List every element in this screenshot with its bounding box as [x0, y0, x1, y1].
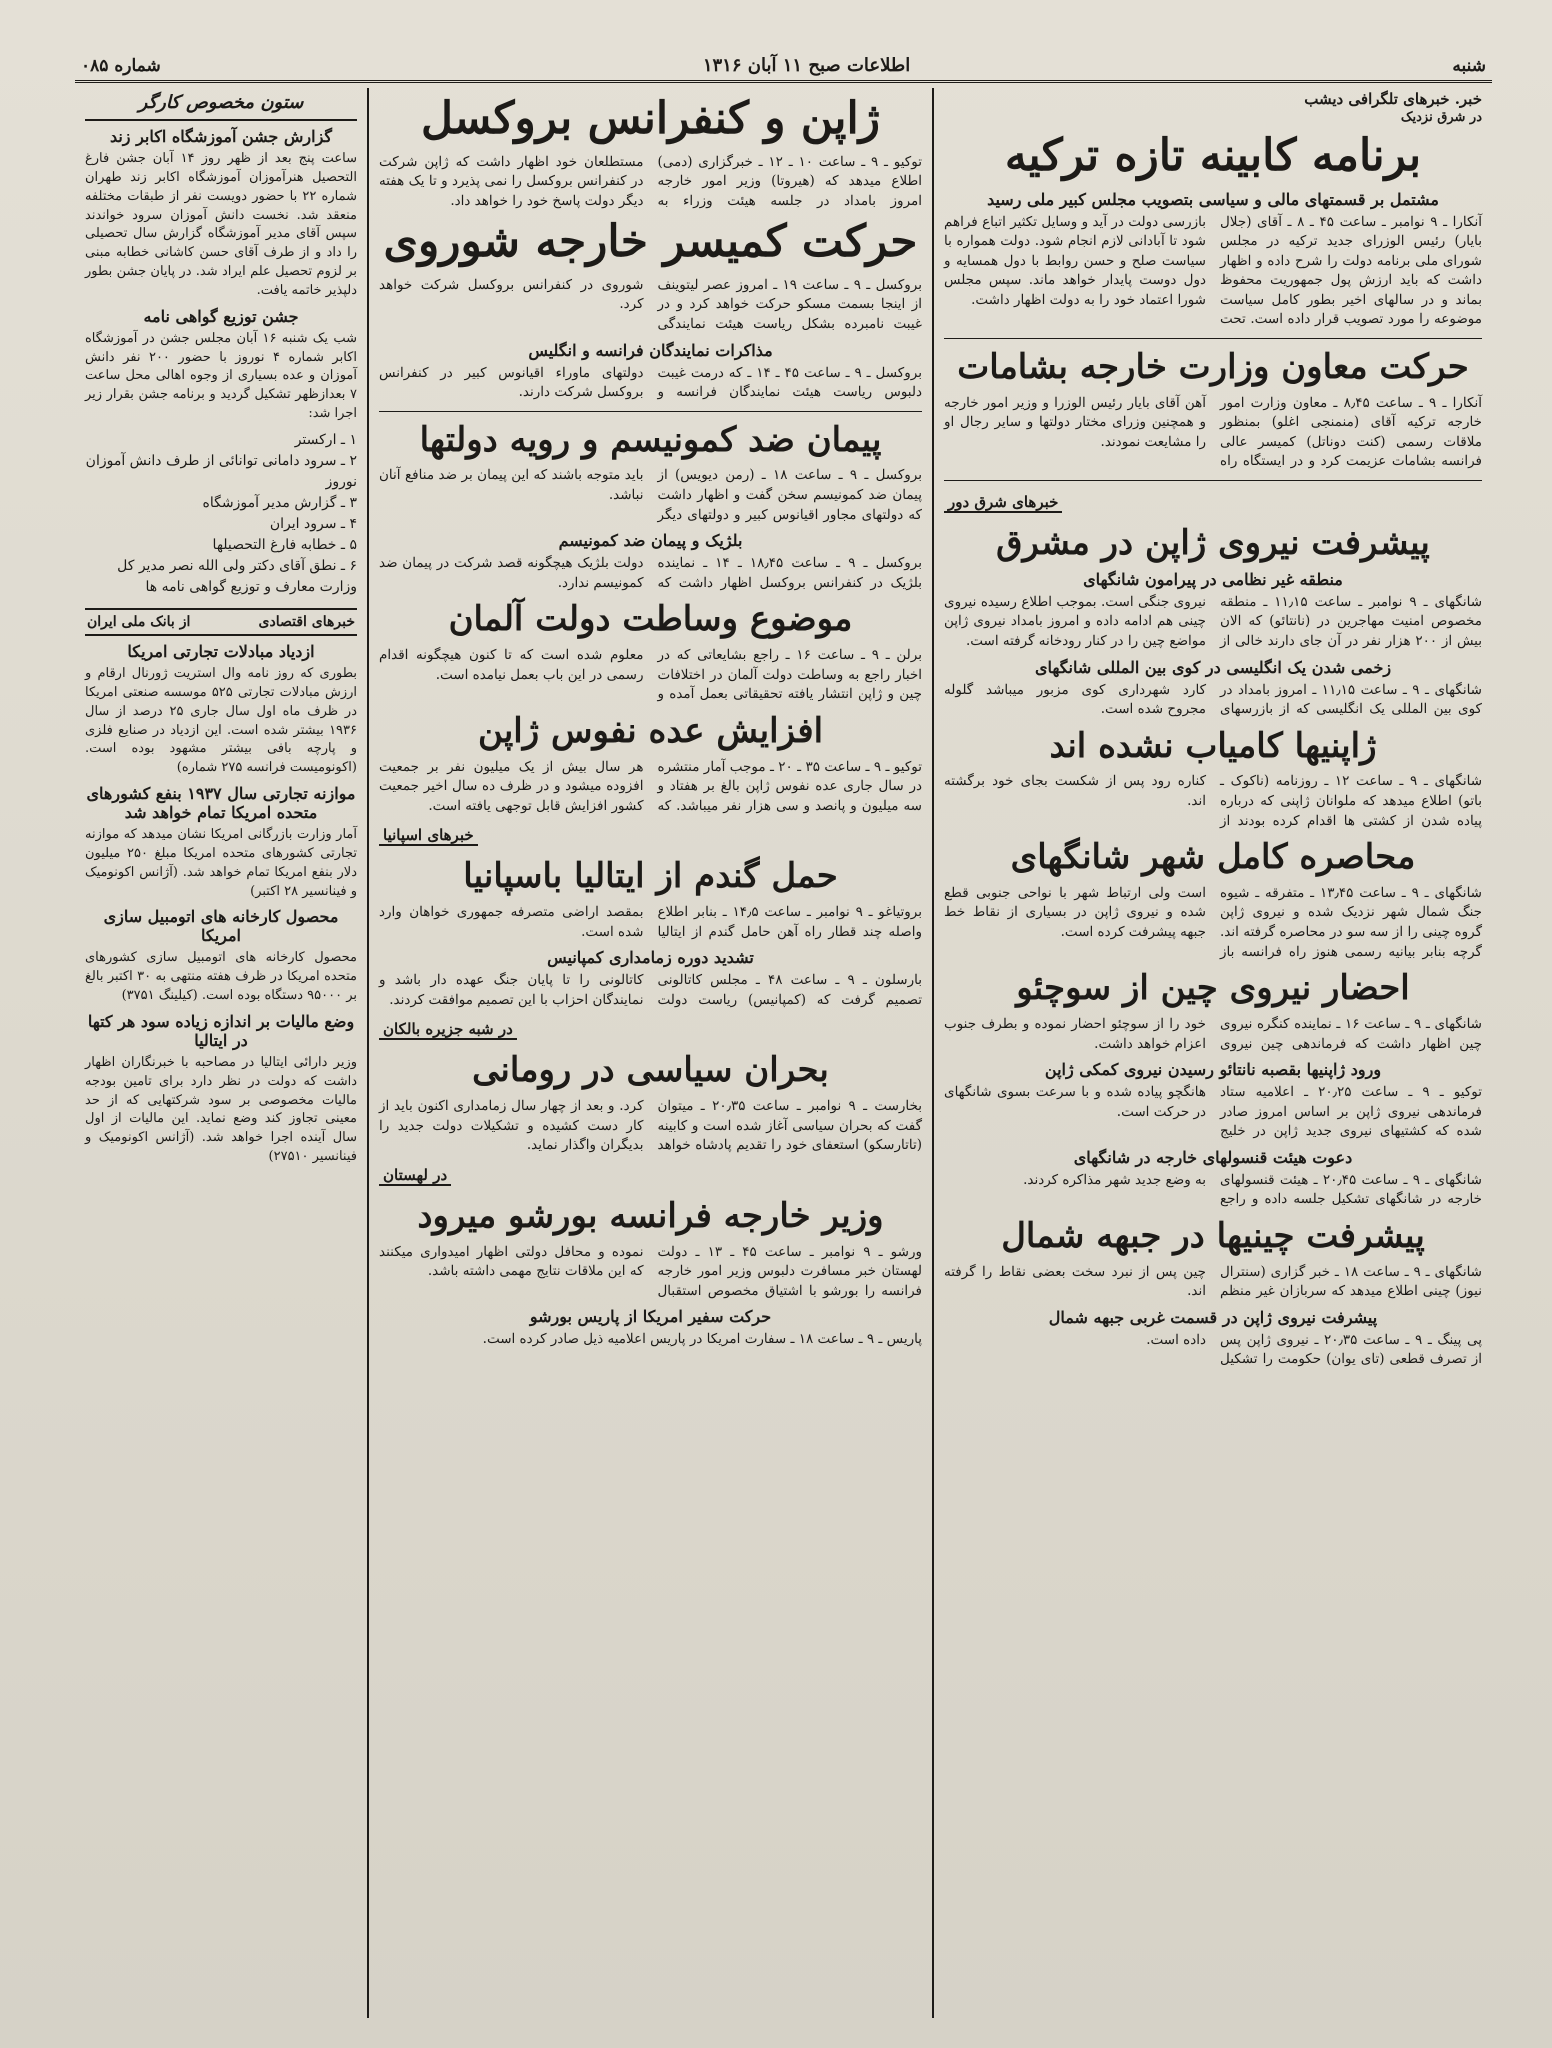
columns [75, 88, 1492, 2018]
subhead-turkey-cabinet: مشتمل بر قسمتهای مالی و سیاسی بتصویب مجلس کبیر ملی رسید [987, 189, 1439, 209]
list-item: ۶ ـ نطق آقای دکتر ولی الله نصر مدیر کل وزارت معارف و توزیع گواهی نامه ها [117, 557, 357, 595]
article-japanese-failed: شانگهای ـ ۹ ـ ساعت ۱۲ ـ روزنامه (ناکوک ـ باتو) اطلاع میدهد که ملوانان ژاپنی که درباره پیاده شدن از کشتی ها اقدام کرده بودند از کناره رود پس از شکست بجای خود برگشته اند. [944, 773, 1482, 829]
headline-japan-population: افزایش عده نفوس ژاپن [477, 710, 824, 751]
list-item: ۳ ـ گزارش مدیر آموزشگاه [202, 494, 357, 511]
headline-shanghai-siege: محاصره کامل شهر شانگهای [1010, 837, 1416, 878]
article-wheat-spain: بروتیاغو ـ ۹ نوامبر ـ ساعت ۱۴٫۵ ـ بنابر اطلاع واصله چند قطار راه آهن حامل گندم از ایتالیا بمقصد اراضی متصرفه جمهوری خواهان وارد شده است. [379, 904, 923, 940]
headline-school-celebration: گزارش جشن آموزشگاه اکابر زند [109, 127, 333, 146]
masthead-page-number: شماره ۰۸۵ [81, 56, 161, 76]
article-soviet-commissar: بروکسل ـ ۹ ـ ساعت ۱۹ ـ امروز عصر لیتوینف از اینجا بسمت مسکو حرکت خواهد کرد و در غیبت نامبرده بشکل ریاست هیئت نمایندگی شوروی در کنفرانس بروکسل شرکت خواهد کرد. [379, 276, 922, 332]
subhead-englishman-wounded: زخمی شدن یک انگلیسی در کوی بین المللی شانگهای [1034, 657, 1392, 677]
article-nantao: توکیو ـ ۹ ـ ساعت ۲۰٫۲۵ ـ اعلامیه ستاد فرماندهی نیروی ژاپن بر اساس امروز صادر شده که کشتیهای نیروی جدید ژاپن در خلیج هانگچو پیاده شده و با سرعت بسوی شانگهای در حرکت است. [944, 1084, 1482, 1140]
divider [944, 480, 1482, 481]
headline-german-mediation: موضوع وساطت دولت آلمان [448, 599, 853, 640]
article-anti-comintern: بروکسل ـ ۹ ـ ساعت ۱۸ ـ (رمن دیویس) از پیمان ضد کمونیسم سخن گفت و اظهار داشت که دولتهای مجاور اقیانوس کبیر و دولتهای دیگر باید متوجه باشند که این پیمان بر ضد منافع آنان نباشد. [379, 467, 922, 523]
article-japan-advance: شانگهای ـ ۹ نوامبر ـ ساعت ۱۱٫۱۵ ـ منطقه مخصوص امنیت مهاجرین در (نانتائو) که الان بیش از ۲۰۰ هزار نفر در آن جای دارند خالی از نیروی جنگی است. بموجب اطلاع رسیده نیروی چینی هم ادامه داده و امروز بامداد نیروی ژاپن مواضع چین را در کنار رودخانه گرفته است. [944, 593, 1482, 649]
headline-auto-production: محصول کارخانه های اتومبیل سازی امریکا [103, 907, 339, 946]
article-german-mediation: برلن ـ ۹ ـ ساعت ۱۶ ـ راجع بشایعاتی که در اخبار راجع به وساطت دولت آلمان در اختلافات چین و ژاپن انتشار یافته تحقیقاتی بعمل آمده و معلوم شده است که تا کنون هیچگونه اقدام رسمی در این باب بعمل نیامده است. [379, 647, 922, 703]
article-japan-brussels: توکیو ـ ۹ ـ ساعت ۱۰ ـ ۱۲ ـ خبرگزاری (دمی) اطلاع میدهد که (هیروتا) وزیر امور خارجه امروز بامداد در جلسه هیئت وزراء به مستطلعان خود اظهار داشت که ژاپن شرکت در کنفرانس بروکسل را نمی پذیرد و تا یک هفته دیگر دولت پاسخ خود را خواهد داد. [379, 153, 922, 209]
subhead-companys: تشدید دوره زمامداری کمپانیس [547, 948, 754, 968]
list-item: ۱ ـ ارکستر [294, 431, 357, 448]
headline-turkey-cabinet: برنامه کابینه تازه ترکیه [1004, 130, 1422, 181]
economic-news-label: خبرهای اقتصادی [258, 613, 355, 630]
masthead-day: شنبه [1452, 56, 1486, 76]
article-englishman-wounded: شانگهای ـ ۹ ـ ساعت ۱۱٫۱۵ ـ امروز بامداد در کوی بین المللی یک انگلیسی که از بازرسهای کارد شهرداری کوی مزبور میباشد گلوله مجروح شده است. [944, 681, 1482, 718]
headline-chinese-north-front: پیشرفت چینیها در جبهه شمال [1001, 1215, 1425, 1256]
section-poland: در لهستان [379, 1166, 451, 1186]
article-france-england: بروکسل ـ ۹ ـ ساعت ۴۵ ـ ۱۴ ـ که درمت غیبت دلبوس ریاست هیئت نمایندگان فرانسه و دولتهای ماوراء اقیانوس کبیر در کنفرانس بروکسل شرکت دارند. [379, 364, 922, 401]
divider [944, 338, 1482, 339]
headline-china-recall: احضار نیروی چین از سوچئو [1016, 968, 1410, 1009]
article-china-recall: شانگهای ـ ۹ ـ ساعت ۱۶ ـ نماینده کنگره نیروی چین اظهار داشت که فرماندهی چین نیروی خود را از سوچئو احضار نموده و بطرف جنوب اعزام خواهد داشت. [944, 1015, 1482, 1052]
subhead-japan-west-north: پیشرفت نیروی ژاپن در قسمت غربی جبهه شمال [1048, 1307, 1378, 1327]
article-japan-west-north: پی پینگ ـ ۹ ـ ساعت ۲۰٫۳۵ ـ نیروی ژاپن پس از تصرف قطعی (تای یوان) حکومت را تشکیل داده است. [1146, 1331, 1482, 1368]
subhead-nantao: ورود ژاپنیها بقصبه نانتائو رسیدن نیروی کمکی ژاپن [1044, 1060, 1382, 1080]
middle-column [367, 88, 932, 2018]
headline-japan-brussels: ژاپن و کنفرانس بروکسل [420, 93, 881, 144]
headline-us-trade: ازدیاد مبادلات تجارتی امریکا [127, 641, 315, 661]
article-us-trade: بطوری که روز نامه وال استریت ژورنال ارقام و ارزش مبادلات تجارتی ۵۲۵ موسسه صنعتی امریکا در ظرف ماه اول سال جاری ۲۵ درصد از سال ۱۹۳۶ بیشتر شده است. این ازدیاد در صنایع فلزی و پارچه بافی بیشتر مشهود بوده است. (اکونومیست فرانسه ۲۷۵ شماره) [85, 665, 357, 776]
masthead [75, 50, 1492, 83]
program-list [85, 430, 357, 598]
article-italy-tax: وزیر دارائی ایتالیا در مصاحبه با خبرنگاران اظهار داشت که دولت در نظر دارد برای تامین بودجه مالیات مخصوصی بر سود شرکتهایی که از حد معینی تجاوز کند وضع نماید. این مالیات از اول سال آینده اجرا خواهد شد. (آژانس اکونومیک و فینانسیر ۲۷۵۱۰) [85, 1054, 357, 1165]
article-romania-crisis: بخارست ـ ۹ نوامبر ـ ساعت ۲۰٫۳۵ ـ میتوان گفت که بحران سیاسی آغاز شده است و کابینه (تاتارسکو) استعفای خود را تقدیم پادشاه خواهد کرد. و بعد از چهار سال زمامداری اکنون باید از کار دست کشیده و تشکیلات دولت جدید را بدیگران واگذار نماید. [379, 1098, 922, 1154]
article-japan-population: توکیو ـ ۹ ـ ساعت ۳۵ ـ ۲۰ ـ موجب آمار منتشره در سال جاری عده نفوس ژاپن بالغ بر هفتاد و سه میلیون و پانصد و سی هزار نفر میباشد. که هر سال بیش از یک میلیون نفر بر جمعیت افزوده میشود و در ظرف ده سال اخیر جمعیت کشور افزایش قابل توجهی یافته است. [379, 758, 922, 814]
article-certificate-ceremony: شب یک شنبه ۱۶ آبان مجلس جشن در آموزشگاه اکابر شماره ۴ نوروز با حضور ۲۰۰ نفر دانش آموزان و عده بسیاری از وجوه اهالی محل ساعت ۷ بعدازظهر تشکیل گردید و برنامه جشن بقرار زیر اجرا شد: [85, 330, 357, 422]
section-far-east: خبرهای شرق دور [944, 493, 1062, 513]
article-auto-production: محصول کارخانه های اتومبیل سازی کشورهای متحده امریکا در ظرف هفته منتهی به ۳۰ اکتبر بالغ بر ۹۵۰۰۰ دستگاه بوده است. (کیلینگ ۳۷۵۱) [85, 950, 357, 1004]
bank-melli-label: از بانک ملی ایران [87, 613, 191, 630]
headline-wheat-spain: حمل گندم از ایتالیا باسپانیا [463, 856, 838, 897]
headline-italy-tax: وضع مالیات بر اندازه زیاده سود هر کتها در ایتالیا [87, 1011, 355, 1050]
list-item: ۴ ـ سرود ایران [269, 515, 357, 532]
headline-japan-advance: پیشرفت نیروی ژاپن در مشرق [996, 523, 1430, 564]
section-spain: خبرهای اسپانیا [379, 826, 478, 846]
workers-column-title: ستون مخصوص کارگر [85, 88, 357, 121]
article-turkey-cabinet: آنکارا ـ ۹ نوامبر ـ ساعت ۴۵ ـ ۸ ـ آقای (جلال بایار) رئیس الوزرای جدید ترکیه در مجلس شورای ملی برنامه دولت را شرح داده و اظهار داشت که باید ارزش پول جمهوریت محفوظ بماند و در سالهای اخیر بطور کامل سیاست موضوعه را مورد تصویب قرار داده است. تحت بازرسی دولت در آید و وسایل تکثیر اتباع فراهم شود تا آبادانی لازم انجام شود. دولت همواره با سیاست صلح و حسن روابط با دول همسایه و دول دوست پایدار خواهد ماند. سپس مجلس شورا اعتماد خود را به دولت اظهار داشت. [944, 213, 1482, 328]
headline-trade-balance: موازنه تجارتی سال ۱۹۳۷ بنفع کشورهای متحده امریکا تمام خواهد شد [86, 784, 356, 823]
list-item: ۵ ـ خطابه فارغ التحصیلها [212, 536, 357, 553]
article-french-minister-warsaw: ورشو ـ ۹ نوامبر ـ ساعت ۴۵ ـ ۱۳ ـ دولت لهستان خبر مسافرت دلبوس وزیر امور خارجه فرانسه را بورشو با اشتیاق مخصوص استقبال نموده و محافل دولتی اظهار امیدواری میکنند که این ملاقات نتایج مهمی داشته باشد. [379, 1243, 922, 1299]
section-balkans: در شبه جزیره بالکان [379, 1020, 517, 1040]
headline-french-minister-warsaw: وزیر خارجه فرانسه بورشو میرود [417, 1195, 884, 1236]
kicker: در شرق نزدیک [1400, 110, 1482, 125]
article-school-celebration: ساعت پنج بعد از ظهر روز ۱۴ آبان جشن فارغ التحصیل هنرآموزان آموزشگاه اکابر زند طهران شماره ۲۲ با حضور دویست نفر از طبقات مختلفه منعقد شد. نخست دانش آموزان سرود خواندند سپس آقای مدیر آموزشگاه گزارش سال تحصیلی را داد و از طرف آقای حسن کاشانی خطابه مبنی بر لزوم تحصیل علم ایراد شد. در پایان جشن بطور دلپذیر خاتمه یافت. [85, 151, 357, 298]
economic-news-bar [85, 608, 357, 636]
subhead-us-ambassador: حرکت سفیر امریکا از پاریس بورشو [529, 1307, 772, 1327]
left-column [75, 88, 367, 2018]
article-deputy-minister: آنکارا ـ ۹ ـ ساعت ۸٫۴۵ ـ معاون وزارت امور خارجه ترکیه آقای (منمنجی اغلو) بمنظور ملاقات رسمی (کنت دوناتل) کمیسر عالی فرانسه بشامات عزیمت کرد و در ایستگاه راه آهن آقای بایار رئیس الوزرا و وزیر امور خارجه و همچنین وزرای مختار دولتها و سایر رجال او را مشایعت نمودند. [944, 394, 1482, 470]
subhead-belgium: بلژیک و پیمان ضد کمونیسم [558, 531, 743, 551]
article-belgium: بروکسل ـ ۹ ـ ساعت ۱۸٫۴۵ ـ ۱۴ ـ نماینده بلژیک در کنفرانس بروکسل اظهار داشت که دولت بلژیک هیچگونه قصد شرکت در پیمان ضد کمونیسم ندارد. [379, 555, 922, 591]
article-companys: بارسلون ـ ۹ ـ ساعت ۴۸ ـ مجلس کاتالونی تصمیم گرفت که (کمپانیس) ریاست دولت کاتالونی را تا پایان جنگ عهده دار باشد و نمایندگان احزاب با این تصمیم موافقت کردند. [379, 972, 922, 1008]
headline-anti-comintern: پیمان ضد کمونیسم و رویه دولتها [419, 419, 882, 460]
masthead-date: اطلاعات صبح ۱۱ آبان ۱۳۱۶ [702, 55, 911, 76]
subhead-demilitarized-zone: منطقه غیر نظامی در پیرامون شانگهای [1083, 569, 1343, 589]
right-column [932, 88, 1492, 2018]
divider [379, 411, 922, 412]
article-shanghai-siege: شانگهای ـ ۹ ـ ساعت ۱۳٫۴۵ ـ متفرقه ـ شیوه جنگ شمال شهر نزدیک شده و نیروی ژاپن گروه چینی را از سه سو در محاصره گرفته اند. گرچه بنابر بیانیه رسمی هنوز راه فرانسه باز است ولی ارتباط شهر با نواحی جنوبی قطع شده و نیروی ژاپن در بسیاری از نقاط خط جبهه پیشرفت کرده است. [944, 884, 1482, 960]
list-item: ۲ ـ سرود دامانی توانائی از طرف دانش آموزان نوروز [85, 452, 357, 490]
article-us-ambassador: پاریس ـ ۹ ـ ساعت ۱۸ ـ سفارت امریکا در پاریس اعلامیه ذیل صادر کرده است. [482, 1331, 922, 1348]
headline-japanese-failed: ژاپنیها کامیاب نشده اند [1049, 725, 1377, 766]
article-chinese-north-front: شانگهای ـ ۹ ـ ساعت ۱۸ ـ خبر گزاری (سنترال نیوز) چینی اطلاع میدهد که سربازان غیر منظم چین پس از نبرد سخت بعضی نقاط را گرفته اند. [944, 1263, 1482, 1300]
headline-certificate-ceremony: جشن توزیع گواهی نامه [143, 306, 299, 326]
article-trade-balance: آمار وزارت بازرگانی امریکا نشان میدهد که موازنه تجارتی کشورهای متحده امریکا مبلغ ۲۵۰ میلیون دلار بنفع امریکا تمام خواهد شد. (آژانس اکونومیک و فینانسیر ۲۸ اکتبر) [85, 827, 357, 899]
headline-soviet-commissar: حرکت کمیسر خارجه شوروی [383, 216, 918, 268]
headline-deputy-minister: حرکت معاون وزارت خارجه بشامات [957, 346, 1469, 387]
headline-romania-crisis: بحران سیاسی در رومانی [472, 1050, 829, 1091]
section-header: خبر. خبرهای تلگرافی دیشب [1304, 90, 1482, 108]
subhead-france-england: مذاکرات نمایندگان فرانسه و انگلیس [528, 340, 773, 360]
subhead-consuls: دعوت هیئت قنسولهای خارجه در شانگهای [1073, 1147, 1353, 1167]
article-consuls: شانگهای ـ ۹ ـ ساعت ۲۰٫۴۵ ـ هیئت قنسولهای خارجه در شانگهای تشکیل جلسه داده و راجع به وضع جدید شهر مذاکره کردند. [1023, 1171, 1482, 1208]
